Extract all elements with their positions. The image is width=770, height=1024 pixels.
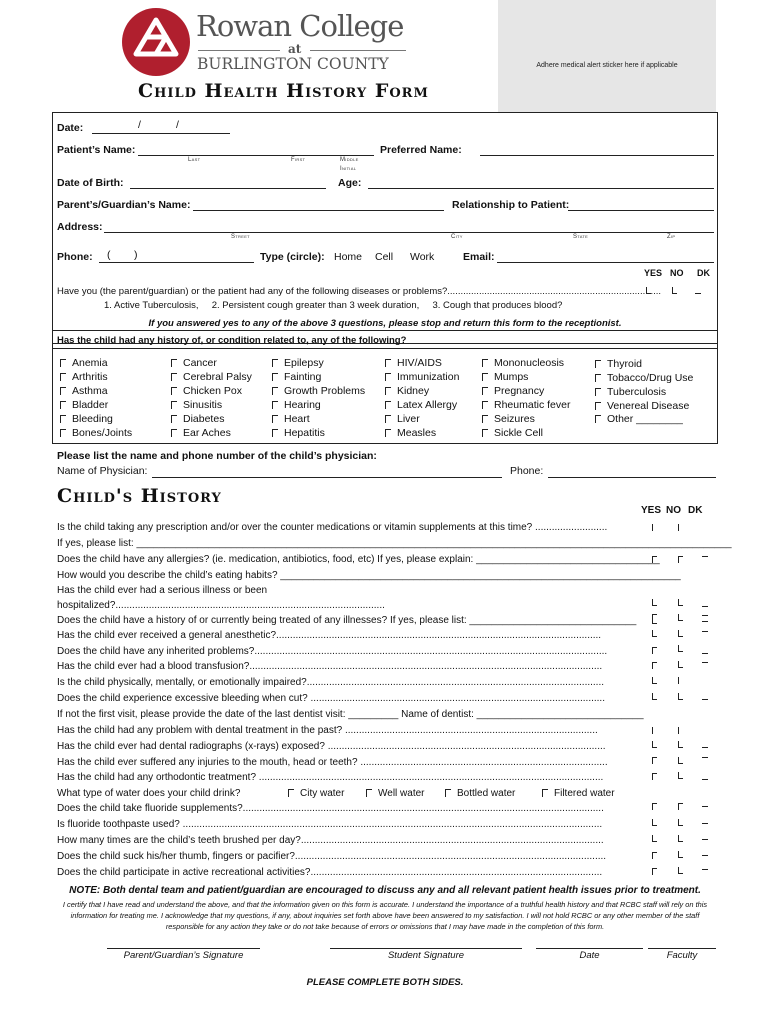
phone-type-work[interactable]: Work [410,251,435,263]
history-q-serious-illness: Has the child ever had a serious illness or been [57,585,268,596]
condition-checkbox[interactable]: Asthma [60,385,108,397]
history-q-medications-list: If yes, please list: ___________________________________________________________________________________________________________ [57,538,732,549]
history-q-bleeding: Does the child experience excessive bleeding when cut? .......................................................................................................... [57,693,605,704]
answer-no-box[interactable] [678,819,683,826]
condition-checkbox[interactable]: Seizures [482,413,535,425]
answer-yes-box[interactable] [652,773,657,780]
patient-name-field[interactable] [138,155,374,156]
answer-dk-box[interactable] [702,855,708,856]
faculty-signature-label: Faculty [666,950,698,961]
history-q-allergies: Does the child have any allergies? (ie. medication, antibiotics, food, etc) If yes, please explain: _________________________________ [57,554,660,565]
history-q-hospitalized: hospitalized?................................................................................................. [57,600,385,611]
answer-yes-box[interactable] [652,630,657,637]
condition-checkbox[interactable]: Growth Problems [272,385,365,397]
answer-no-box[interactable] [678,599,683,606]
history-col-yes: YES [641,505,662,516]
answer-yes-box[interactable] [652,677,657,684]
age-field[interactable] [368,188,714,189]
condition-checkbox[interactable]: Sinusitis [171,399,222,411]
answer-no-box[interactable] [678,645,683,652]
relationship-label: Relationship to Patient: [452,199,570,211]
history-q-impaired: Is the child physically, mentally, or emotionally impaired?........................................................................................................... [57,677,605,688]
student-signature-label: Student Signature [387,950,465,961]
condition-checkbox[interactable]: Thyroid [595,358,642,370]
certify-text: I certify that I have read and understand the above, and that the information given on this form is accurate. I understand the importance of a truthful health history and that RCBC staff will rely on this information for treating me. I acknowledge that my questions, if any, about inquiries set forth above have been answered to my satisfaction. I will not hold RCBC or any other member of the staff responsible for any action they take or do not take because of errors or omissions that I may have made in the completion of this form. [62,900,708,931]
condition-checkbox[interactable]: HIV/AIDS [385,357,442,369]
answer-no-box[interactable] [678,614,683,621]
answer-yes-box[interactable] [652,727,657,734]
answer-dk-box[interactable] [702,823,708,824]
history-q-radiographs: Has the child ever had dental radiographs (x-rays) exposed? .................................................................................................... [57,741,606,752]
condition-checkbox[interactable]: Fainting [272,371,321,383]
sticker-area [498,0,716,112]
physician-name-label: Name of Physician: [57,465,148,477]
answer-no-box[interactable] [678,851,683,858]
condition-checkbox[interactable]: Chicken Pox [171,385,242,397]
condition-checkbox[interactable]: Heart [272,413,310,425]
condition-checkbox[interactable]: Pregnancy [482,385,544,397]
tb-no-box[interactable] [672,287,677,294]
phone-type-home[interactable]: Home [334,251,363,263]
answer-dk-box[interactable] [702,839,708,840]
condition-checkbox[interactable]: Cancer [171,357,217,369]
history-q-medications: Is the child taking any prescription and/or over the counter medications or vitamin supplements at this time? .......................... [57,522,608,533]
phone-field[interactable] [99,262,254,263]
patient-name-label: Patient’s Name: [57,144,136,156]
answer-yes-box[interactable] [652,835,657,842]
relationship-field[interactable] [568,210,714,211]
condition-checkbox[interactable]: Bladder [60,399,108,411]
form-title: Child Health History Form [138,80,429,102]
college-logo [120,6,192,78]
answer-yes-box[interactable] [652,868,657,875]
answer-dk-box[interactable] [702,699,708,700]
answer-yes-box[interactable] [652,741,657,748]
history-q-illness-treated: Does the child have a history of or currently being treated of any illnesses? If yes, please list: ______________________________ [57,615,637,626]
answer-yes-box[interactable] [652,617,657,624]
answer-yes-box[interactable] [652,524,657,531]
condition-checkbox[interactable]: Sickle Cell [482,427,543,439]
college-at: at [288,42,302,56]
dob-label: Date of Birth: [57,177,124,189]
answer-no-box[interactable] [678,772,683,779]
tb-dk-box[interactable] [695,293,701,294]
answer-no-box[interactable] [678,867,683,874]
dob-field[interactable] [130,188,326,189]
tb-warning: If you answered yes to any of the above 3 questions, please stop and return this form to the receptionist. [148,318,622,329]
history-col-dk: DK [688,505,703,516]
complete-both-sides: PLEASE COMPLETE BOTH SIDES. [306,977,464,988]
answer-dk-box[interactable] [702,653,708,654]
answer-dk-box[interactable] [702,615,708,616]
history-q-fluoride-supplements: Does the child take fluoride supplements?.................................................................................................................................. [57,803,604,814]
history-col-no: NO [666,505,681,516]
water-well-checkbox[interactable]: Well water [366,788,425,799]
answer-dk-box[interactable] [702,606,708,607]
sub-first: First [291,157,306,163]
answer-dk-box[interactable] [702,662,708,663]
history-q-injuries: Has the child ever suffered any injuries to the mouth, head or teeth? ......................................................................................... [57,757,608,768]
answer-no-box[interactable] [678,661,683,668]
condition-checkbox[interactable]: Ear Aches [171,427,231,439]
answer-dk-box[interactable] [702,779,708,780]
tb-items: 1. Active Tuberculosis, 2. Persistent cough greater than 3 week duration, 3. Cough that produces blood? [104,300,563,311]
answer-yes-box[interactable] [652,803,657,810]
history-q-inherited: Does the child have any inherited problems?............................................................................................................................... [57,646,608,657]
answer-yes-box[interactable] [652,693,657,700]
condition-checkbox[interactable]: Rheumatic fever [482,399,570,411]
answer-dk-box[interactable] [702,631,708,632]
guardian-signature-label: Parent/Guardian’s Signature [123,950,244,961]
answer-dk-box[interactable] [702,556,708,557]
physician-name-field[interactable] [152,477,502,478]
answer-no-box[interactable] [678,757,683,764]
history-q-activities: Does the child participate in active recreational activities?......................................................................................................... [57,867,603,878]
guardian-field[interactable] [193,210,444,211]
sub-last: Last [188,157,201,163]
history-q-last-dentist: If not the first visit, please provide the date of the last dentist visit: _________ Name of dentist: ______________________________ [57,709,644,720]
date-signature-line[interactable] [536,948,643,949]
answer-yes-box[interactable] [652,647,657,654]
tb-yes-box[interactable] [646,287,651,294]
answer-yes-box[interactable] [652,757,657,764]
physician-phone-label: Phone: [510,465,544,477]
answer-dk-box[interactable] [702,621,708,622]
date-signature-label: Date [579,950,600,961]
phone-label: Phone: [57,251,93,263]
history-q-thumb: Does the child suck his/her thumb, fingers or pacifier?................................................................................................................ [57,851,607,862]
tb-col-dk: DK [697,268,710,278]
condition-checkbox[interactable]: Arthritis [60,371,108,383]
physician-heading: Please list the name and phone number of the child’s physician: [57,450,377,462]
physician-phone-field[interactable] [548,477,716,478]
college-county: BURLINGTON COUNTY [197,55,389,73]
condition-checkbox[interactable]: Bones/Joints [60,427,132,439]
answer-no-box[interactable] [678,727,683,734]
condition-checkbox[interactable]: Venereal Disease [595,400,689,412]
sub-state: State [573,234,589,240]
phone-paren-open: ( [107,249,111,261]
email-field[interactable] [497,262,714,263]
condition-checkbox[interactable]: Tuberculosis [595,386,666,398]
water-city-checkbox[interactable]: City water [288,788,344,799]
condition-checkbox[interactable]: Latex Allergy [385,399,457,411]
condition-checkbox[interactable]: Immunization [385,371,459,383]
history-q-dental-problem: Has the child had any problem with dental treatment in the past? ........................................................................................... [57,725,598,736]
date-sep-1: / [138,119,141,131]
condition-checkbox[interactable]: Liver [385,413,420,425]
condition-checkbox[interactable]: Hearing [272,399,321,411]
answer-yes-box[interactable] [652,662,657,669]
condition-checkbox[interactable]: Anemia [60,357,108,369]
answer-no-box[interactable] [678,556,683,563]
answer-dk-box[interactable] [702,806,708,807]
history-q-eating-habits: How would you describe the child’s eating habits? ________________________________________________________________________ [57,570,681,581]
answer-dk-box[interactable] [702,747,708,748]
note-text: NOTE: Both dental team and patient/guardian are encouraged to discuss any and all relevant patient health issues prior to treatment. [69,885,701,896]
date-field[interactable] [92,133,230,134]
condition-checkbox[interactable]: Kidney [385,385,429,397]
answer-yes-box[interactable] [652,852,657,859]
answer-no-box[interactable] [678,677,683,684]
answer-no-box[interactable] [678,693,683,700]
sub-zip: Zip [667,234,676,240]
answer-no-box[interactable] [678,835,683,842]
preferred-name-field[interactable] [480,155,714,156]
conditions-heading: Has the child had any history of, or condition related to, any of the following? [57,335,407,346]
answer-yes-box[interactable] [652,599,657,606]
guardian-label: Parent’s/Guardian’s Name: [57,199,191,211]
history-q-water: What type of water does your child drink? [57,788,241,799]
history-q-transfusion: Has the child ever had a blood transfusion?............................................................................................................................... [57,661,603,672]
answer-dk-box[interactable] [702,757,708,758]
answer-no-box[interactable] [678,803,683,810]
sub-middle: Middle [340,157,359,163]
faculty-signature-line[interactable] [648,948,716,949]
answer-yes-box[interactable] [652,819,657,826]
guardian-signature-line[interactable] [107,948,260,949]
history-q-anesthetic: Has the child ever received a general anesthetic?..................................................................................................................... [57,630,602,641]
answer-dk-box[interactable] [702,869,708,870]
sub-initial: Initial [340,166,357,172]
condition-checkbox[interactable]: Bleeding [60,413,113,425]
preferred-name-label: Preferred Name: [380,144,462,156]
condition-checkbox[interactable]: Mononucleosis [482,357,564,369]
history-title: Child's History [57,485,222,507]
history-q-fluoride-toothpaste: Is fluoride toothpaste used? ....................................................................................................................................................... [57,819,603,830]
answer-no-box[interactable] [678,630,683,637]
date-label: Date: [57,122,84,134]
condition-checkbox[interactable]: Epilepsy [272,357,324,369]
age-label: Age: [338,177,362,189]
history-q-orthodontic: Has the child had any orthodontic treatment? ............................................................................................................................ [57,772,604,783]
date-sep-2: / [176,119,179,131]
condition-checkbox[interactable]: Diabetes [171,413,224,425]
condition-checkbox[interactable]: Cerebral Palsy [171,371,252,383]
condition-checkbox[interactable]: Measles [385,427,436,439]
history-q-brushing: How many times are the child’s teeth brushed per day?............................................................................................................. [57,835,604,846]
email-label: Email: [463,251,495,263]
condition-checkbox[interactable]: Hepatitis [272,427,325,439]
address-field[interactable] [104,232,714,233]
answer-yes-box[interactable] [652,556,657,563]
answer-no-box[interactable] [678,524,683,531]
condition-checkbox[interactable]: Mumps [482,371,528,383]
address-label: Address: [57,221,103,233]
student-signature-line[interactable] [330,948,522,949]
water-bottled-checkbox[interactable]: Bottled water [445,788,515,799]
condition-checkbox[interactable]: Other ________ [595,413,683,425]
answer-no-box[interactable] [678,741,683,748]
sub-street: Street [231,234,250,240]
college-name: Rowan College [196,9,404,43]
phone-paren-close: ) [134,249,138,261]
phone-type-cell[interactable]: Cell [375,251,394,263]
sticker-text: Adhere medical alert sticker here if applicable [536,62,678,69]
water-filtered-checkbox[interactable]: Filtered water [542,788,615,799]
sub-city: City [451,234,463,240]
phone-type-label: Type (circle): [260,251,325,263]
tb-col-yes: YES [644,268,663,278]
condition-checkbox[interactable]: Tobacco/Drug Use [595,372,693,384]
tb-col-no: NO [670,268,684,278]
tb-question: Have you (the parent/guardian) or the patient had any of the following diseases or problems?................................................................................. [57,286,662,297]
